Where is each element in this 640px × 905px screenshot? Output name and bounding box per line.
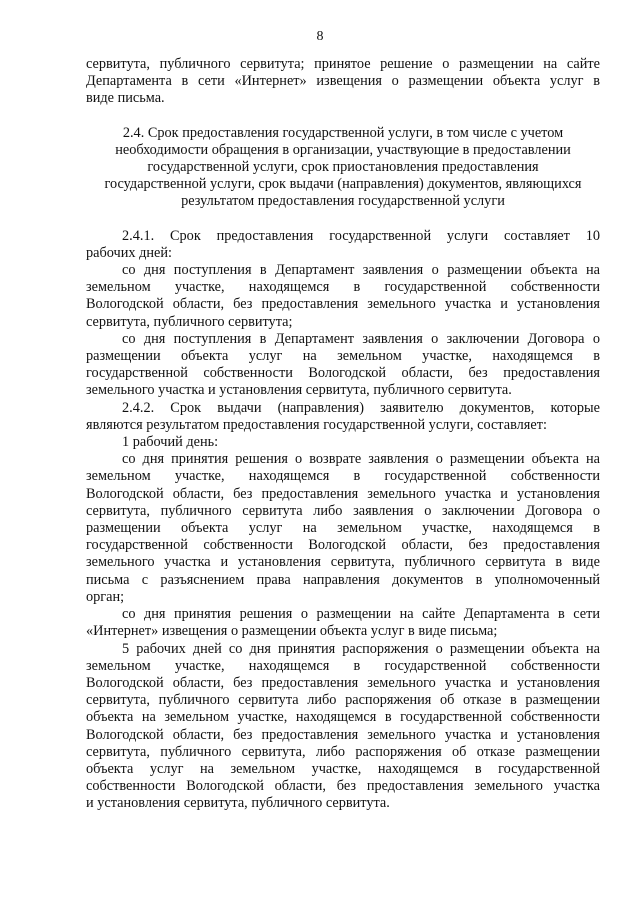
text-line: со дня поступления в Департамент заявления о размещении объекта на	[122, 262, 600, 279]
section-text	[86, 228, 600, 813]
text-line: размещении объекта услуг на земельном участке, находящемся в	[86, 348, 600, 365]
intro-paragraph	[86, 56, 600, 108]
text-line: «Интернет» извещения о размещении объекта услуг в виде письма;	[86, 623, 498, 640]
section-heading	[86, 125, 600, 211]
text-line: собственности Вологодской области, без предоставления земельного участка	[86, 778, 600, 795]
text-line: 2.4.1. Срок предоставления государственной услуги составляет 10	[122, 227, 600, 244]
page-number: 8	[316, 29, 324, 44]
text-line: сервитута, публичного сервитута, либо распоряжения об отказе размещении	[86, 743, 600, 760]
text-line: земельного участка и установления сервитута, публичного сервитута в виде	[86, 554, 600, 571]
text-line: 2.4.2. Срок выдачи (направления) заявителю документов, которые	[122, 399, 600, 416]
heading-line: 2.4. Срок предоставления государственной услуги, в том числе с учетом	[122, 124, 564, 141]
text-line: сервитута, публичного сервитута либо распоряжения об отказе в размещении	[86, 692, 600, 709]
text-line: сервитута, публичного сервитута;	[86, 313, 293, 330]
text-line: государственной собственности Вологодской области, без предоставления	[86, 365, 600, 382]
text-line: размещении объекта услуг на земельном участке, находящемся в	[86, 520, 600, 537]
text-line: со дня принятия решения о размещении на сайте Департамента в сети	[122, 606, 600, 623]
text-line: рабочих дней:	[86, 244, 173, 261]
text-line: сервитута, публичного сервитута либо заявления о заключении Договора о	[86, 502, 600, 519]
text-line: земельном участке, находящемся в государственной собственности	[86, 468, 600, 485]
text-line: Вологодской области, без предоставления земельного участка и установления	[86, 296, 600, 313]
text-line: объекта на земельном участке, находящемся в государственной собственности	[86, 709, 600, 726]
text-line: письма с разъяснением права направления документов в уполномоченный	[86, 571, 600, 588]
text-line: являются результатом предоставления государственной услуги, составляет:	[86, 416, 547, 433]
text-line: 1 рабочий день:	[122, 434, 219, 451]
heading-line: государственной услуги, срок выдачи (направления) документов, являющихся	[104, 176, 582, 193]
text-line: 5 рабочих дней со дня принятия распоряжения о размещении объекта на	[122, 640, 600, 657]
text-line: Вологодской области, без предоставления земельного участка и установления	[86, 674, 600, 691]
text-line: Вологодской области, без предоставления земельного участка и установления	[86, 726, 600, 743]
text-line: объекта услуг на земельном участке, находящемся в государственной	[86, 760, 600, 777]
text-line: земельного участка и установления сервитута, публичного сервитута.	[86, 382, 512, 399]
text-line: орган;	[86, 588, 125, 605]
text-line: сервитута, публичного сервитута; принятое решение о размещении на сайте	[86, 56, 600, 72]
text-line: Вологодской области, без предоставления земельного участка и установления	[86, 485, 600, 502]
text-line: государственной собственности Вологодской области, без предоставления	[86, 537, 600, 554]
heading-line: необходимости обращения в организации, участвующие в предоставлении	[115, 141, 571, 158]
heading-line: государственной услуги, срок приостановления предоставления	[147, 159, 539, 176]
text-line: со дня поступления в Департамент заявления о заключении Договора о	[122, 330, 600, 347]
text-line: земельном участке, находящемся в государственной собственности	[86, 279, 600, 296]
text-line: земельном участке, находящемся в государственной собственности	[86, 657, 600, 674]
heading-line: результатом предоставления государственной услуги	[181, 193, 505, 210]
text-line: Департамента в сети «Интернет» извещения о размещении объекта услуг в	[86, 73, 600, 90]
text-line: со дня принятия решения о возврате заявления о размещении объекта на	[122, 451, 600, 468]
document-body	[86, 56, 600, 813]
text-line: и установления сервитута, публичного сервитута.	[86, 795, 390, 812]
text-line: виде письма.	[86, 90, 165, 107]
